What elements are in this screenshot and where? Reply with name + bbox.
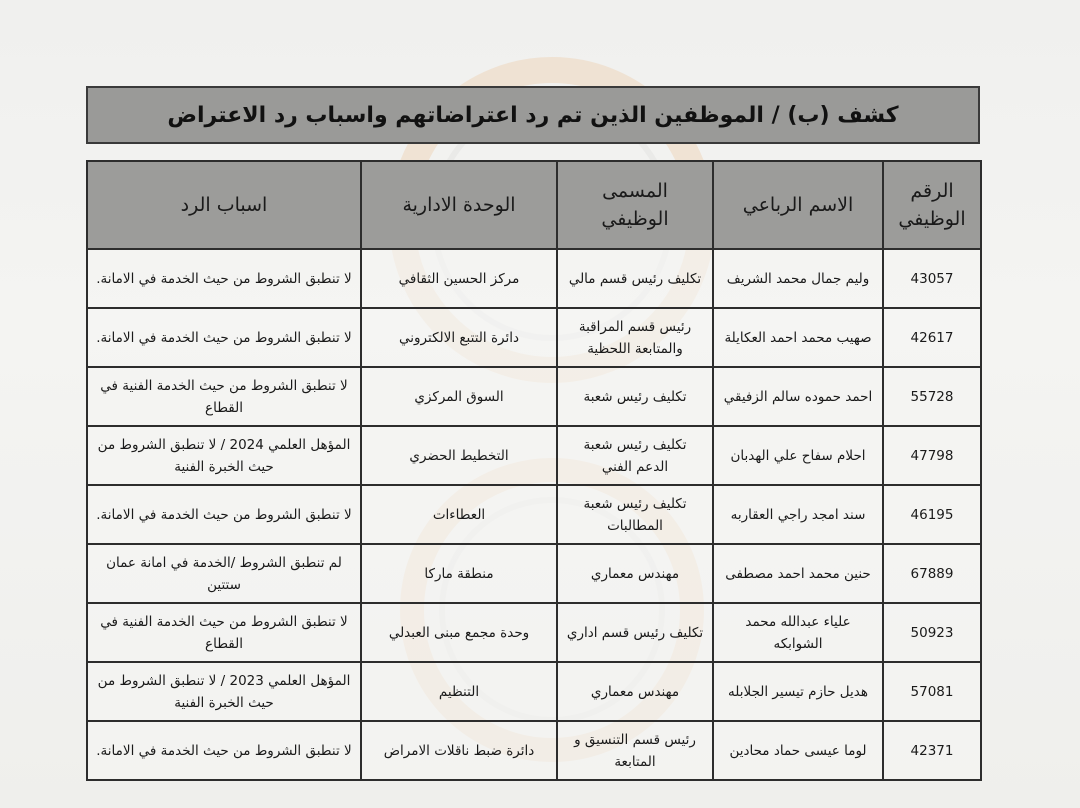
cell-job-title: تكليف رئيس قسم اداري — [557, 603, 713, 662]
cell-job-title: مهندس معماري — [557, 544, 713, 603]
cell-unit: التخطيط الحضري — [361, 426, 557, 485]
table-row — [87, 721, 981, 780]
cell-unit: مركز الحسين الثقافي — [361, 249, 557, 308]
cell-reasons: لم تنطبق الشروط /الخدمة في امانة عمان ستتين — [87, 544, 361, 603]
cell-unit: وحدة مجمع مبنى العبدلي — [361, 603, 557, 662]
column-header-job-title: المسمى الوظيفي — [557, 161, 713, 249]
cell-number: 42371 — [883, 721, 981, 780]
objections-table — [86, 160, 982, 781]
cell-job-title: تكليف رئيس قسم مالي — [557, 249, 713, 308]
cell-reasons: المؤهل العلمي 2024 / لا تنطبق الشروط من حيث الخبرة الفنية — [87, 426, 361, 485]
cell-number: 42617 — [883, 308, 981, 367]
table-row — [87, 485, 981, 544]
cell-name: هديل حازم تيسير الجلابله — [713, 662, 883, 721]
table-row — [87, 662, 981, 721]
page-title: كشف (ب) / الموظفين الذين تم رد اعتراضاتهم واسباب رد الاعتراض — [167, 102, 899, 128]
column-header-reasons: اسباب الرد — [87, 161, 361, 249]
cell-reasons: لا تنطبق الشروط من حيث الخدمة في الامانة. — [87, 485, 361, 544]
cell-unit: التنظيم — [361, 662, 557, 721]
cell-name: احلام سفاح علي الهدبان — [713, 426, 883, 485]
cell-number: 43057 — [883, 249, 981, 308]
cell-name: علياء عبدالله محمد الشوابكه — [713, 603, 883, 662]
cell-reasons: لا تنطبق الشروط من حيث الخدمة الفنية في القطاع — [87, 367, 361, 426]
table-row — [87, 308, 981, 367]
cell-number: 55728 — [883, 367, 981, 426]
table-row — [87, 367, 981, 426]
table-row — [87, 603, 981, 662]
cell-job-title: رئيس قسم المراقبة والمتابعة اللحظية — [557, 308, 713, 367]
cell-name: وليم جمال محمد الشريف — [713, 249, 883, 308]
cell-job-title: تكليف رئيس شعبة — [557, 367, 713, 426]
table-row — [87, 249, 981, 308]
cell-unit: العطاءات — [361, 485, 557, 544]
cell-job-title: تكليف رئيس شعبة الدعم الفني — [557, 426, 713, 485]
cell-reasons: المؤهل العلمي 2023 / لا تنطبق الشروط من حيث الخبرة الفنية — [87, 662, 361, 721]
table-row — [87, 426, 981, 485]
cell-number: 47798 — [883, 426, 981, 485]
cell-unit: السوق المركزي — [361, 367, 557, 426]
table-row — [87, 544, 981, 603]
cell-number: 57081 — [883, 662, 981, 721]
column-header-unit: الوحدة الادارية — [361, 161, 557, 249]
cell-unit: دائرة التتبع الالكتروني — [361, 308, 557, 367]
cell-name: لوما عيسى حماد محادين — [713, 721, 883, 780]
table-header-row — [87, 161, 981, 249]
cell-reasons: لا تنطبق الشروط من حيث الخدمة الفنية في القطاع — [87, 603, 361, 662]
column-header-number: الرقم الوظيفي — [883, 161, 981, 249]
cell-job-title: تكليف رئيس شعبة المطالبات — [557, 485, 713, 544]
cell-job-title: مهندس معماري — [557, 662, 713, 721]
cell-reasons: لا تنطبق الشروط من حيث الخدمة في الامانة. — [87, 249, 361, 308]
cell-name: صهيب محمد احمد العكايلة — [713, 308, 883, 367]
cell-name: سند امجد راجي العقاربه — [713, 485, 883, 544]
cell-number: 50923 — [883, 603, 981, 662]
cell-reasons: لا تنطبق الشروط من حيث الخدمة في الامانة. — [87, 721, 361, 780]
cell-unit: منطقة ماركا — [361, 544, 557, 603]
cell-name: احمد حموده سالم الزفيقي — [713, 367, 883, 426]
cell-name: حنين محمد احمد مصطفى — [713, 544, 883, 603]
cell-reasons: لا تنطبق الشروط من حيث الخدمة في الامانة. — [87, 308, 361, 367]
cell-unit: دائرة ضبط ناقلات الامراض — [361, 721, 557, 780]
column-header-name: الاسم الرباعي — [713, 161, 883, 249]
cell-number: 67889 — [883, 544, 981, 603]
cell-number: 46195 — [883, 485, 981, 544]
cell-job-title: رئيس قسم التنسيق و المتابعة — [557, 721, 713, 780]
title-bar — [86, 86, 980, 144]
